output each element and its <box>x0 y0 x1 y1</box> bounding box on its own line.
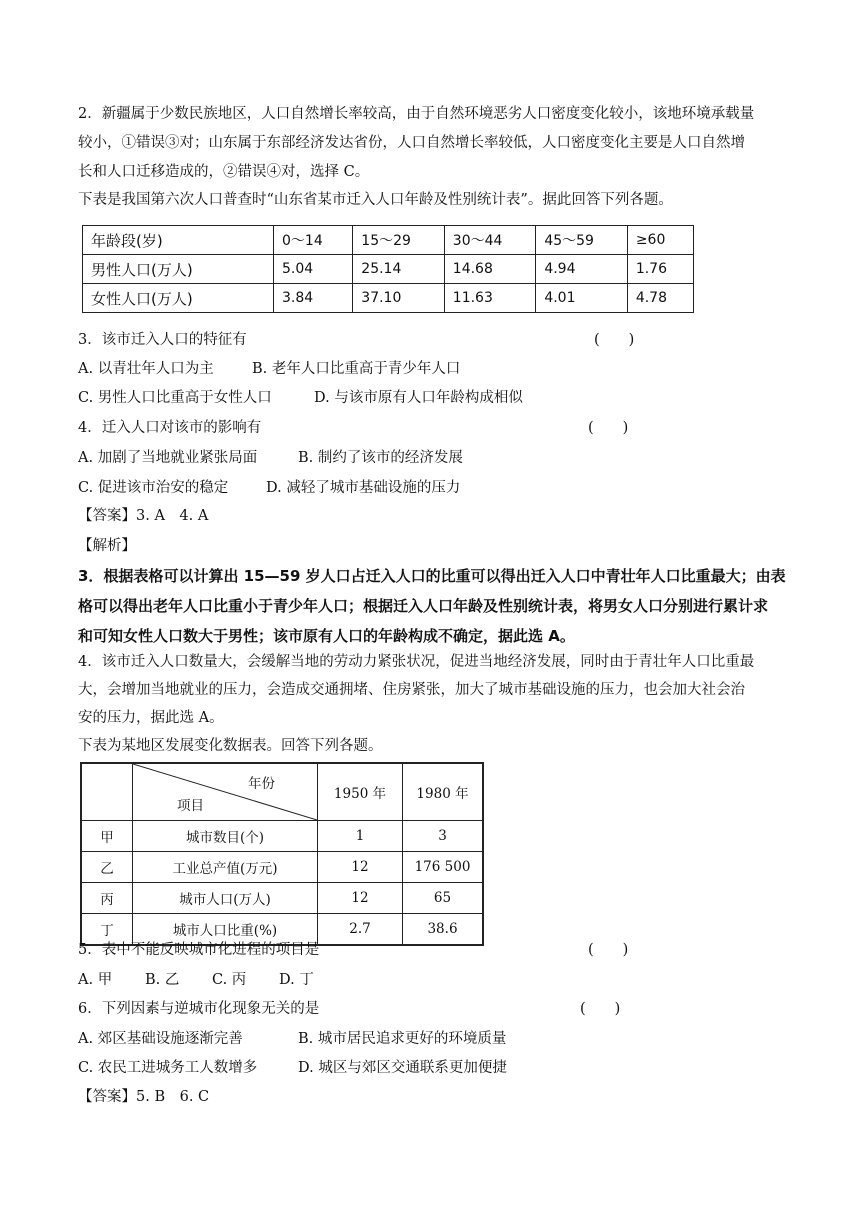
migration-table <box>82 225 694 313</box>
table-cell: 男性人口(万人) <box>83 255 274 284</box>
table-cell: 4.01 <box>536 284 628 313</box>
table-cell: 城市人口(万人) <box>133 883 318 914</box>
table-cell: 丙 <box>81 883 133 914</box>
q4-options-row-1 <box>78 448 463 468</box>
table-cell: 15～29 <box>353 226 445 255</box>
q4-explanation-line-2: 大，会增加当地就业的压力，会造成交通拥堵、住房紧张，加大了城市基础设施的压力，也会加大社会治 <box>78 682 745 698</box>
table-cell: 45～59 <box>536 226 628 255</box>
q3-explanation-line-3: 和可知女性人口数大于男性；该市原有人口的年龄构成不确定，据此选 A。 <box>78 627 575 645</box>
table-cell: 1950 年 <box>318 763 403 821</box>
q5-option-b: B. 乙 <box>145 972 180 988</box>
development-table <box>80 762 484 946</box>
table-cell: 女性人口(万人) <box>83 284 274 313</box>
q4-answer-blank: ( ) <box>588 420 629 436</box>
table-row <box>81 883 483 914</box>
table-cell: 4.78 <box>627 284 693 313</box>
q4-options-row-2 <box>78 478 460 498</box>
table-cell <box>81 763 133 821</box>
q4-option-d: D. 减轻了城市基础设施的压力 <box>266 480 461 496</box>
table-cell: 工业总产值(万元) <box>133 852 318 883</box>
table-cell: 年龄段(岁) <box>83 226 274 255</box>
diagonal-line <box>133 764 317 820</box>
answer-3-4: 【答案】3. A 4. A <box>78 508 209 524</box>
table-cell: 37.10 <box>353 284 445 313</box>
q3-answer-blank: ( ) <box>594 332 635 348</box>
q3-option-d: D. 与该市原有人口年龄构成相似 <box>314 390 523 406</box>
q6-answer-blank: ( ) <box>580 1001 621 1017</box>
q4-option-b: B. 制约了该市的经济发展 <box>298 450 463 466</box>
q6-option-a: A. 郊区基础设施逐渐完善 <box>78 1031 243 1047</box>
q5-option-d: D. 丁 <box>279 972 314 988</box>
q5-answer-blank: ( ) <box>588 942 629 958</box>
q2-explanation-line-3: 长和人口迁移造成的，②错误④对，选择 C。 <box>78 164 370 180</box>
table-cell: 30～44 <box>444 226 536 255</box>
q6-option-b: B. 城市居民追求更好的环境质量 <box>298 1031 507 1047</box>
table-cell: 0～14 <box>274 226 353 255</box>
table-cell: 4.94 <box>536 255 628 284</box>
table-cell: 11.63 <box>444 284 536 313</box>
answer-5-6: 【答案】5. B 6. C <box>78 1089 210 1105</box>
table-cell: ≥60 <box>627 226 693 255</box>
diagonal-header-cell <box>133 763 318 821</box>
q3-explanation-line-2: 格可以得出老年人口比重小于青少年人口；根据迁入人口年龄及性别统计表，将男女人口分别进行累计求 <box>78 597 769 615</box>
q4-explanation-line-3: 安的压力，据此选 A。 <box>78 710 224 726</box>
q3-option-a: A. 以青壮年人口为主 <box>78 361 214 377</box>
q6-option-d: D. 城区与郊区交通联系更加便捷 <box>298 1060 507 1076</box>
analysis-label: 【解析】 <box>78 538 136 554</box>
table-row <box>81 852 483 883</box>
table-row <box>83 226 694 255</box>
table-cell: 12 <box>318 883 403 914</box>
q2-explanation-line-2: 较小，①错误③对；山东属于东部经济发达省份，人口自然增长率较低，人口密度变化主要是人口自然增 <box>78 135 745 151</box>
table2-intro: 下表为某地区发展变化数据表。回答下列各题。 <box>78 738 383 754</box>
q4-explanation-line-1: 4．该市迁入人口数量大，会缓解当地的劳动力紧张状况，促进当地经济发展，同时由于青壮年人口比重最 <box>78 654 755 670</box>
table-row <box>83 255 694 284</box>
q4-stem: 4．迁入人口对该市的影响有 <box>78 420 262 436</box>
table-row <box>83 284 694 313</box>
table-cell: 丁 <box>81 914 133 946</box>
table-cell: 3.84 <box>274 284 353 313</box>
q3-options-row-1 <box>78 359 460 379</box>
q3-options-row-2 <box>78 388 523 408</box>
table-cell: 5.04 <box>274 255 353 284</box>
table-row <box>81 763 483 821</box>
table-cell: 14.68 <box>444 255 536 284</box>
table-cell: 2.7 <box>318 914 403 946</box>
q5-option-a: A. 甲 <box>78 972 113 988</box>
q2-explanation-line-1: 2．新疆属于少数民族地区，人口自然增长率较高，由于自然环境恶劣人口密度变化较小，该地环境承载量 <box>78 106 755 122</box>
table-cell: 乙 <box>81 852 133 883</box>
q5-options-row <box>78 970 314 990</box>
table-cell: 12 <box>318 852 403 883</box>
q6-options-row-2 <box>78 1058 507 1078</box>
q6-stem: 6．下列因素与逆城市化现象无关的是 <box>78 1001 320 1017</box>
q5-stem: 5．表中不能反映城市化进程的项目是 <box>78 942 320 958</box>
q3-explanation-line-1: 3．根据表格可以计算出 15—59 岁人口占迁入人口的比重可以得出迁入人口中青壮年人口比重最大；由表 <box>78 567 786 585</box>
table-cell: 城市数目(个) <box>133 821 318 852</box>
table-cell: 1 <box>318 821 403 852</box>
table1-intro: 下表是我国第六次人口普查时“山东省某市迁入人口年龄及性别统计表”。据此回答下列各题。 <box>78 192 673 208</box>
table-row <box>81 821 483 852</box>
table-cell: 25.14 <box>353 255 445 284</box>
header-item-label: 项目 <box>177 798 204 814</box>
q3-stem: 3．该市迁入人口的特征有 <box>78 332 247 348</box>
table-cell: 65 <box>403 883 484 914</box>
table-cell: 1980 年 <box>403 763 484 821</box>
q4-option-a: A. 加剧了当地就业紧张局面 <box>78 450 258 466</box>
table-cell: 38.6 <box>403 914 484 946</box>
table-cell: 甲 <box>81 821 133 852</box>
table-cell: 3 <box>403 821 484 852</box>
table-cell: 1.76 <box>627 255 693 284</box>
q4-option-c: C. 促进该市治安的稳定 <box>78 480 229 496</box>
q6-options-row-1 <box>78 1029 506 1049</box>
header-year-label: 年份 <box>248 776 275 792</box>
q5-option-c: C. 丙 <box>212 972 247 988</box>
q3-option-b: B. 老年人口比重高于青少年人口 <box>252 361 461 377</box>
q3-option-c: C. 男性人口比重高于女性人口 <box>78 390 272 406</box>
table-cell: 176 500 <box>403 852 484 883</box>
table-cell: 城市人口比重(%) <box>133 914 318 946</box>
q6-option-c: C. 农民工进城务工人数增多 <box>78 1060 258 1076</box>
